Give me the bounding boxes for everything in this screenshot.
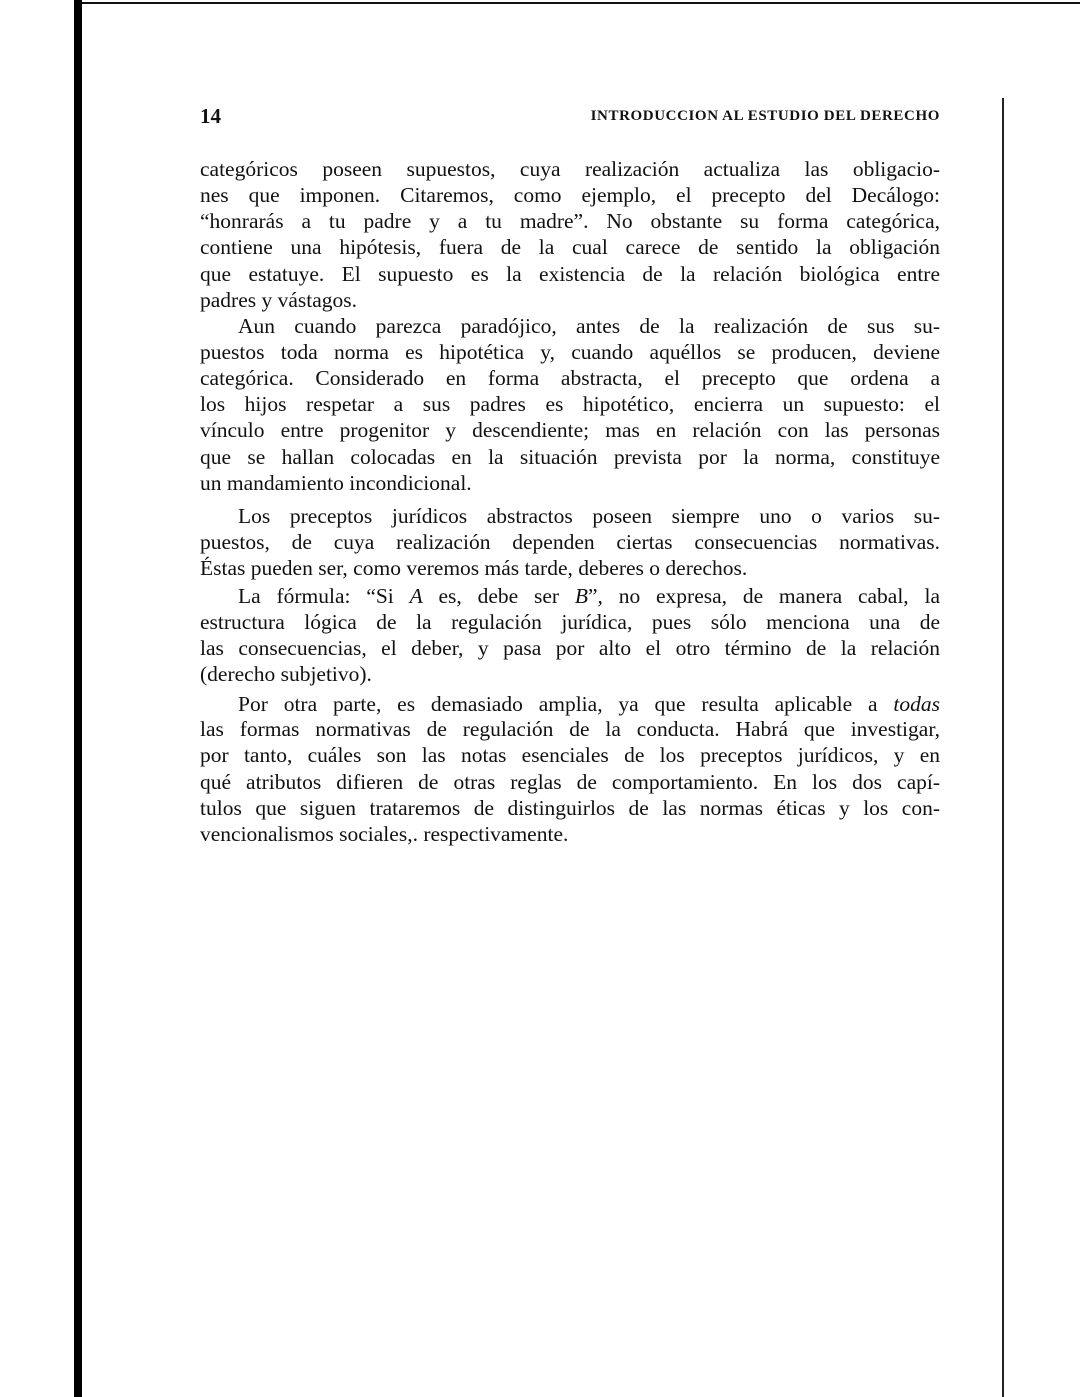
text-line: que se hallan colocadas en la situación prevista por la norma, constituye — [200, 445, 940, 469]
running-header: INTRODUCCION AL ESTUDIO DEL DERECHO — [590, 108, 940, 124]
text-line: puestos toda norma es hipotética y, cuando aquéllos se producen, deviene — [200, 340, 940, 364]
text-line: vencionalismos sociales,. respectivamente. — [200, 822, 569, 846]
text-line: padres y vástagos. — [200, 288, 358, 312]
text-line: Los preceptos jurídicos abstractos poseen siempre uno o varios su- — [238, 504, 940, 528]
scan-border-right — [1002, 98, 1004, 1397]
scan-border-left — [74, 0, 82, 1397]
text-line: Éstas pueden ser, como veremos más tarde, deberes o derechos. — [200, 556, 748, 580]
text-line: categórica. Considerado en forma abstracta, el precepto que ordena a — [200, 366, 940, 390]
text-line: contiene una hipótesis, fuera de la cual carece de sentido la obligación — [200, 235, 940, 259]
text-line — [238, 691, 940, 717]
text-line: que estatuye. El supuesto es la existencia de la relación biológica entre — [200, 262, 940, 286]
text-line: las consecuencias, el deber, y pasa por alto el otro término de la relación — [200, 636, 940, 660]
text-line — [238, 583, 940, 609]
text-line: por tanto, cuáles son las notas esenciales de los preceptos jurídicos, y en — [200, 743, 940, 767]
text-line: tulos que siguen trataremos de distinguirlos de las normas éticas y los con- — [200, 796, 940, 820]
text-line: vínculo entre progenitor y descendiente; mas en relación con las personas — [200, 418, 940, 442]
text-segment: Por otra parte, es demasiado amplia, ya que resulta aplicable a — [238, 692, 894, 716]
text-segment: La fórmula: “Si — [238, 584, 410, 608]
text-line: (derecho subjetivo). — [200, 662, 372, 686]
text-line: un mandamiento incondicional. — [200, 471, 472, 495]
italic-text: A — [409, 584, 423, 608]
text-line: estructura lógica de la regulación jurídica, pues sólo menciona una de — [200, 610, 940, 634]
text-line: Aun cuando parezca paradójico, antes de la realización de sus su- — [238, 314, 940, 338]
text-line: los hijos respetar a sus padres es hipotético, encierra un supuesto: el — [200, 392, 940, 416]
text-line: puestos, de cuya realización dependen ciertas consecuencias normativas. — [200, 530, 940, 554]
text-line: las formas normativas de regulación de la conducta. Habrá que investigar, — [200, 717, 940, 741]
text-line: nes que imponen. Citaremos, como ejemplo, el precepto del Decálogo: — [200, 183, 940, 207]
italic-text: B — [574, 584, 588, 608]
text-segment: es, debe ser — [422, 584, 575, 608]
scan-border-top — [82, 2, 1080, 4]
text-line: categóricos poseen supuestos, cuya realización actualiza las obligacio- — [200, 157, 940, 181]
text-line: “honrarás a tu padre y a tu madre”. No obstante su forma categórica, — [200, 209, 940, 233]
italic-text: todas — [893, 692, 940, 716]
text-line: qué atributos difieren de otras reglas de comportamiento. En los dos capí- — [200, 770, 940, 794]
text-segment: ”, no expresa, de manera cabal, la — [587, 584, 940, 608]
page-number: 14 — [200, 104, 221, 128]
